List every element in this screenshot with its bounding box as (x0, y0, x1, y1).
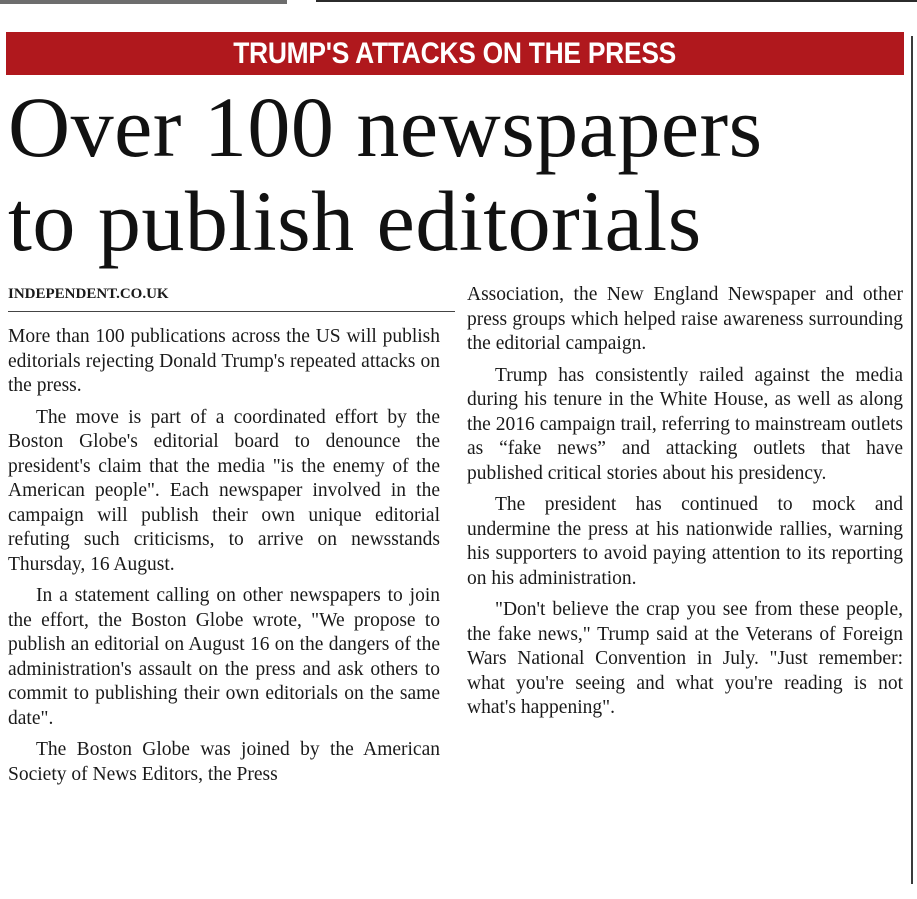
paragraph: "Don't believe the crap you see from these people, the fake news," Trump said at the Veterans of Foreign Wars National Convention in July. "Just remember: what you're seeing and what you're reading is not what's happening". (467, 599, 903, 718)
paragraph: The president has continued to mock and undermine the press at his nationwide rallies, warning his supporters to avoid paying attention to its reporting on his administration. (467, 494, 903, 589)
headline-line-2: to publish editorials (8, 173, 702, 269)
column-edge-rule (911, 36, 913, 884)
paragraph: More than 100 publications across the US will publish editorials rejecting Donald Trump's repeated attacks on the press. (8, 326, 440, 396)
section-kicker-text: TRUMP'S ATTACKS ON THE PRESS (233, 36, 677, 70)
headline (8, 80, 908, 268)
article-column-left (8, 325, 440, 794)
article-column-right (467, 283, 903, 728)
section-kicker-banner (6, 32, 904, 75)
paragraph: Association, the New England Newspaper and other press groups which helped raise awareness surrounding the editorial campaign. (467, 284, 903, 354)
paragraph: Trump has consistently railed against the media during his tenure in the White House, as well as along the 2016 campaign trail, referring to mainstream outlets as “fake news” and attacking outlets that have published critical stories about his presidency. (467, 364, 903, 484)
top-rule-left (0, 0, 287, 4)
headline-line-1: Over 100 newspapers (8, 79, 763, 175)
paragraph: The Boston Globe was joined by the American Society of News Editors, the Press (8, 739, 440, 785)
byline-source: INDEPENDENT.CO.UK (8, 286, 169, 302)
byline-rule (8, 311, 455, 312)
paragraph: The move is part of a coordinated effort by the Boston Globe's editorial board to denounce the president's claim that the media "is the enemy of the American people". Each newspaper involved in the campaign will publish their own unique editorial refuting such criticisms, to arrive on newsstands Thursday, 16 August. (8, 406, 440, 575)
paragraph: In a statement calling on other newspapers to join the effort, the Boston Globe wrote, "We propose to publish an editorial on August 16 on the dangers of the administration's assault on the press and ask others to commit to publishing their own editorials on the same date". (8, 585, 440, 729)
top-rule-right (316, 0, 917, 2)
